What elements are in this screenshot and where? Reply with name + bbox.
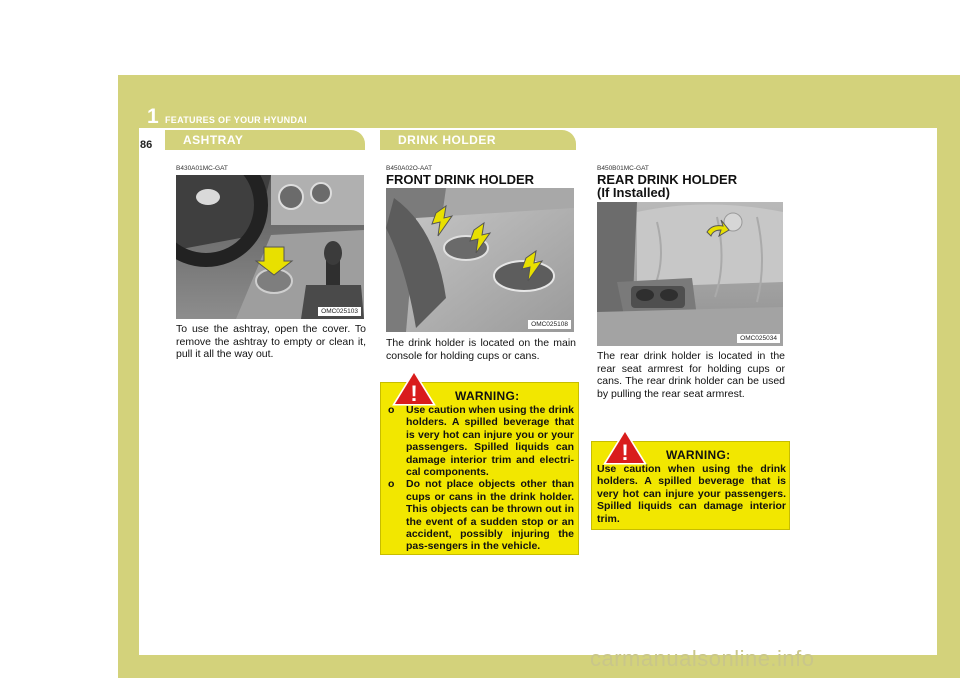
rear-warning-heading: WARNING: [666,448,731,462]
section-tab-ashtray: ASHTRAY [165,130,365,150]
page-number: 86 [140,139,153,151]
rear-warning-text: Use caution when using the drink holders. A spilled beverage that is very hot can injure your passengers. Spilled liquids can damage interior trim. [597,463,786,525]
chapter-number: 1 [147,105,159,128]
front-drink-holder-code: B450A02O-AAT [386,165,433,172]
front-warning-list [388,404,574,553]
front-drink-holder-title: FRONT DRINK HOLDER [386,172,535,187]
front-drink-holder-text: The drink holder is located on the main console for holding cups or cans. [386,337,576,362]
warning-triangle-icon [392,370,436,406]
ashtray-code: B430A01MC-GAT [176,165,228,172]
front-drink-holder-photo-label: OMC025108 [528,320,571,329]
ashtray-text: To use the ashtray, open the cover. To remove the ashtray to empty or clean it, pull it all the way out. [176,323,366,360]
front-warning-heading: WARNING: [455,389,520,403]
ashtray-photo [176,175,364,319]
rear-drink-holder-title: REAR DRINK HOLDER [597,172,738,187]
watermark: carmanualsonline.info [590,646,815,671]
ashtray-photo-label: OMC025103 [318,307,361,316]
front-warning-box [380,382,579,555]
section-tab-drink-holder: DRINK HOLDER [380,130,576,150]
chapter-title: FEATURES OF YOUR HYUNDAI [165,115,307,125]
svg-text:!: ! [410,381,418,406]
front-warning-item: o Do not place objects other than cups or cans in the drink holder. This objects can be thrown out in the event of a sudden stop or an accident, possibly injuring the pas-sengers in the vehicle. [388,478,574,553]
front-drink-holder-photo [386,188,574,332]
front-warning-item: o Use caution when using the drink holders. A spilled beverage that is very hot can injure you or your passengers. Spilled liquids can damage interior trim and electri-cal components. [388,404,574,479]
rear-drink-holder-photo-label: OMC025034 [737,334,780,343]
rear-drink-holder-subtitle: (If Installed) [597,185,670,200]
rear-warning-box [591,441,790,530]
rear-drink-holder-text: The rear drink holder is located in the rear seat armrest for holding cups or cans. The rear drink holder can be used by pulling the rear seat armrest. [597,350,785,400]
rear-drink-holder-code: B450B01MC-GAT [597,165,649,172]
rear-drink-holder-photo [597,202,783,346]
warning-triangle-icon [603,429,647,465]
svg-text:!: ! [621,440,629,465]
